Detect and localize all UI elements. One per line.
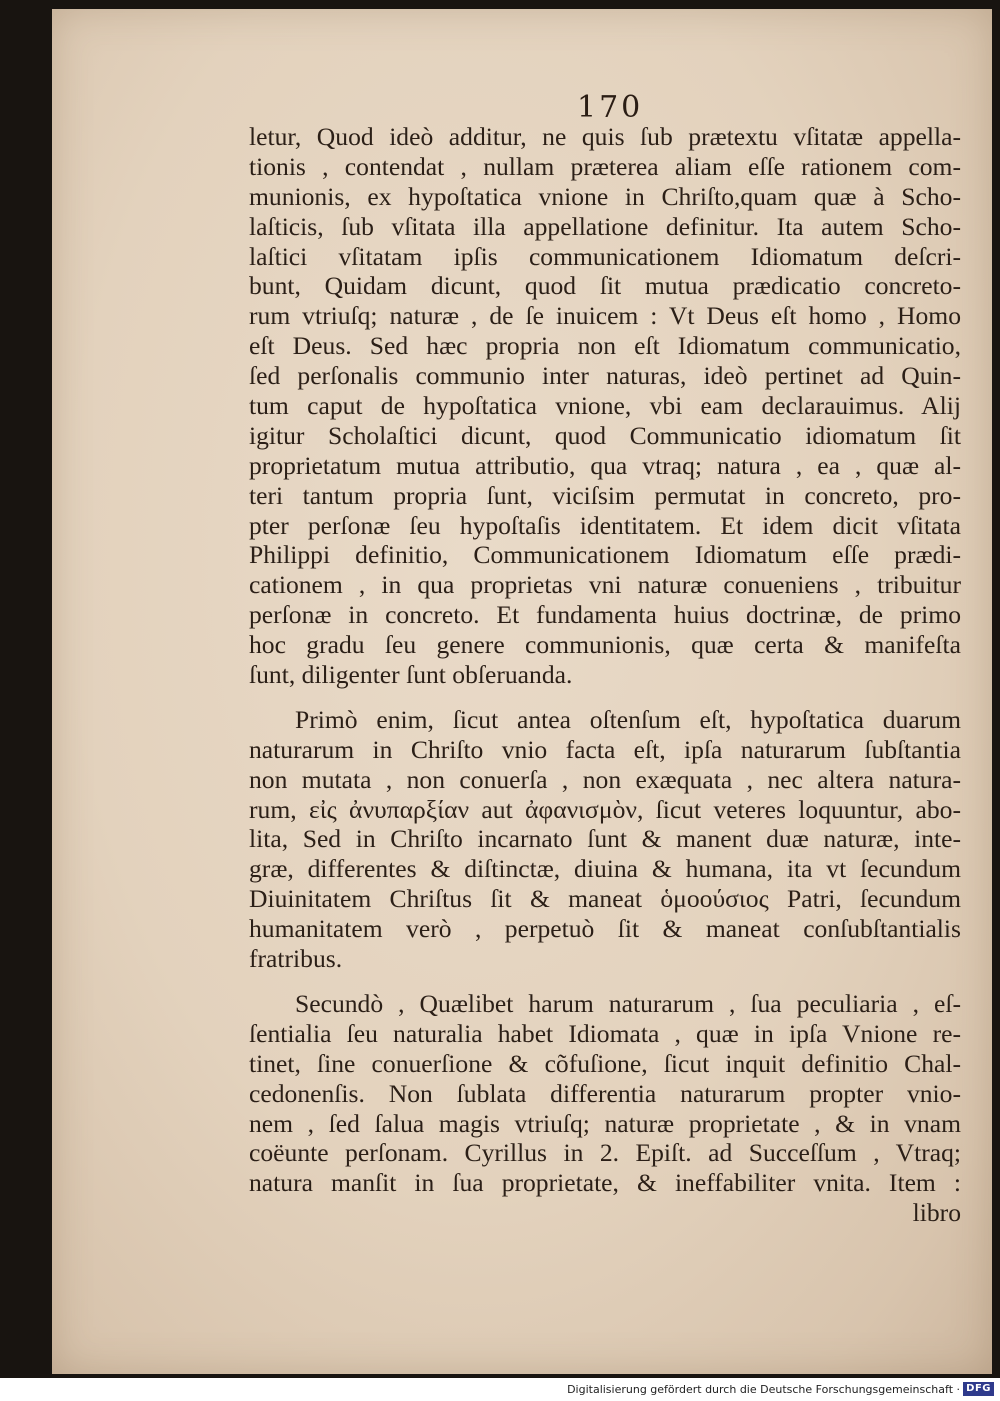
text-line: lita, Sed in Chriſto incarnato ſunt & manent duæ naturæ, inte- <box>249 824 961 854</box>
text-line: rum, εἰς ἀνυπαρξίαν aut ἀφανισμὸν, ſicut veteres loquuntur, abo- <box>249 794 961 824</box>
text-line: nem , ſed ſalua magis vtriuſq; naturæ proprietate , & in vnam <box>249 1108 961 1138</box>
paragraph-3 <box>249 989 961 1228</box>
digitization-credit: Digitalisierung gefördert durch die Deutsche Forschungsgemeinschaft · <box>567 1383 960 1396</box>
dfg-logo: DFG <box>963 1382 994 1396</box>
text-line: græ, differentes & diſtinctæ, diuina & humana, ita vt ſecundum <box>249 854 961 884</box>
text-line: teri tantum propria ſunt, viciſsim permutat in concreto, pro- <box>249 480 961 510</box>
text-line: coëunte perſonam. Cyrillus in 2. Epiſt. ad Succeſſum , Vtraq; <box>249 1138 961 1168</box>
text-line: munionis, ex hypoſtatica vnione in Chriſto,quam quæ à Scho- <box>249 181 961 211</box>
text-line: Secundò , Quælibet harum naturarum , ſua peculiaria , eſ- <box>295 988 961 1018</box>
text-line: tionis , contendat , nullam præterea aliam eſſe rationem com- <box>249 151 961 181</box>
text-line: tinet, ſine conuerſione & cõfuſione, ſicut inquit definitio Chal- <box>249 1048 961 1078</box>
text-line: rum vtriuſq; naturæ , de ſe inuicem : Vt Deus eſt homo , Homo <box>249 301 961 331</box>
text-line: ſed perſonalis communio inter naturas, ideò pertinet ad Quin- <box>249 361 961 391</box>
text-line: Philippi definitio, Communicationem Idiomatum eſſe prædi- <box>249 540 961 570</box>
catchword: libro <box>912 1198 961 1228</box>
paragraph-gap <box>249 690 961 705</box>
text-line: cationem , in qua proprietas vni naturæ conueniens , tribuitur <box>249 570 961 600</box>
text-line: hoc gradu ſeu genere communionis, quæ certa & manifeſta <box>249 630 961 660</box>
footer-bar <box>0 1378 1000 1401</box>
text-line: pter perſonæ ſeu hypoſtaſis identitatem. Et idem dicit vſitata <box>249 510 961 540</box>
text-line: tum caput de hypoſtatica vnione, vbi eam declarauimus. Alij <box>249 391 961 421</box>
text-line: ſunt, diligenter ſunt obſeruanda. <box>249 660 573 690</box>
text-line: cedonenſis. Non ſublata differentia naturarum propter vnio- <box>249 1078 961 1108</box>
book-page <box>52 9 992 1374</box>
text-line: bunt, Quidam dicunt, quod ſit mutua prædicatio concreto- <box>249 271 961 301</box>
text-line: perſonæ in concreto. Et fundamenta huius doctrinæ, de primo <box>249 600 961 630</box>
page-number: 170 <box>577 90 644 125</box>
paragraph-2 <box>249 705 961 974</box>
text-line: laſtici vſitatam ipſis communicationem Idiomatum deſcri- <box>249 241 961 271</box>
page-text <box>249 122 961 1228</box>
text-line: letur, Quod ideò additur, ne quis ſub prætextu vſitatæ appella- <box>249 122 961 151</box>
text-line: proprietatum mutua attributio, qua vtraq; natura , ea , quæ al- <box>249 450 961 480</box>
paragraph-1 <box>249 122 961 690</box>
text-line: Primò enim, ſicut antea oſtenſum eſt, hypoſtatica duarum <box>295 704 961 734</box>
text-line: humanitatem verò , perpetuò ſit & maneat conſubſtantialis <box>249 914 961 944</box>
text-line: non mutata , non conuerſa , non exæquata , nec altera natura- <box>249 764 961 794</box>
text-line: ſentialia ſeu naturalia habet Idiomata , quæ in ipſa Vnione re- <box>249 1018 961 1048</box>
text-line: natura manſit in ſua proprietate, & ineffabiliter vnita. Item : <box>249 1168 961 1198</box>
text-line: igitur Scholaſtici dicunt, quod Communicatio idiomatum ſit <box>249 420 961 450</box>
text-line: laſticis, ſub vſitata illa appellatione definitur. Ita autem Scho- <box>249 211 961 241</box>
text-line: fratribus. <box>249 944 343 974</box>
text-line: naturarum in Chriſto vnio facta eſt, ipſa naturarum ſubſtantia <box>249 734 961 764</box>
text-line: Diuinitatem Chriſtus ſit & maneat ὁμοούσιος Patri, ſecundum <box>249 884 961 914</box>
paragraph-gap <box>249 974 961 989</box>
text-line: eſt Deus. Sed hæc propria non eſt Idiomatum communicatio, <box>249 331 961 361</box>
